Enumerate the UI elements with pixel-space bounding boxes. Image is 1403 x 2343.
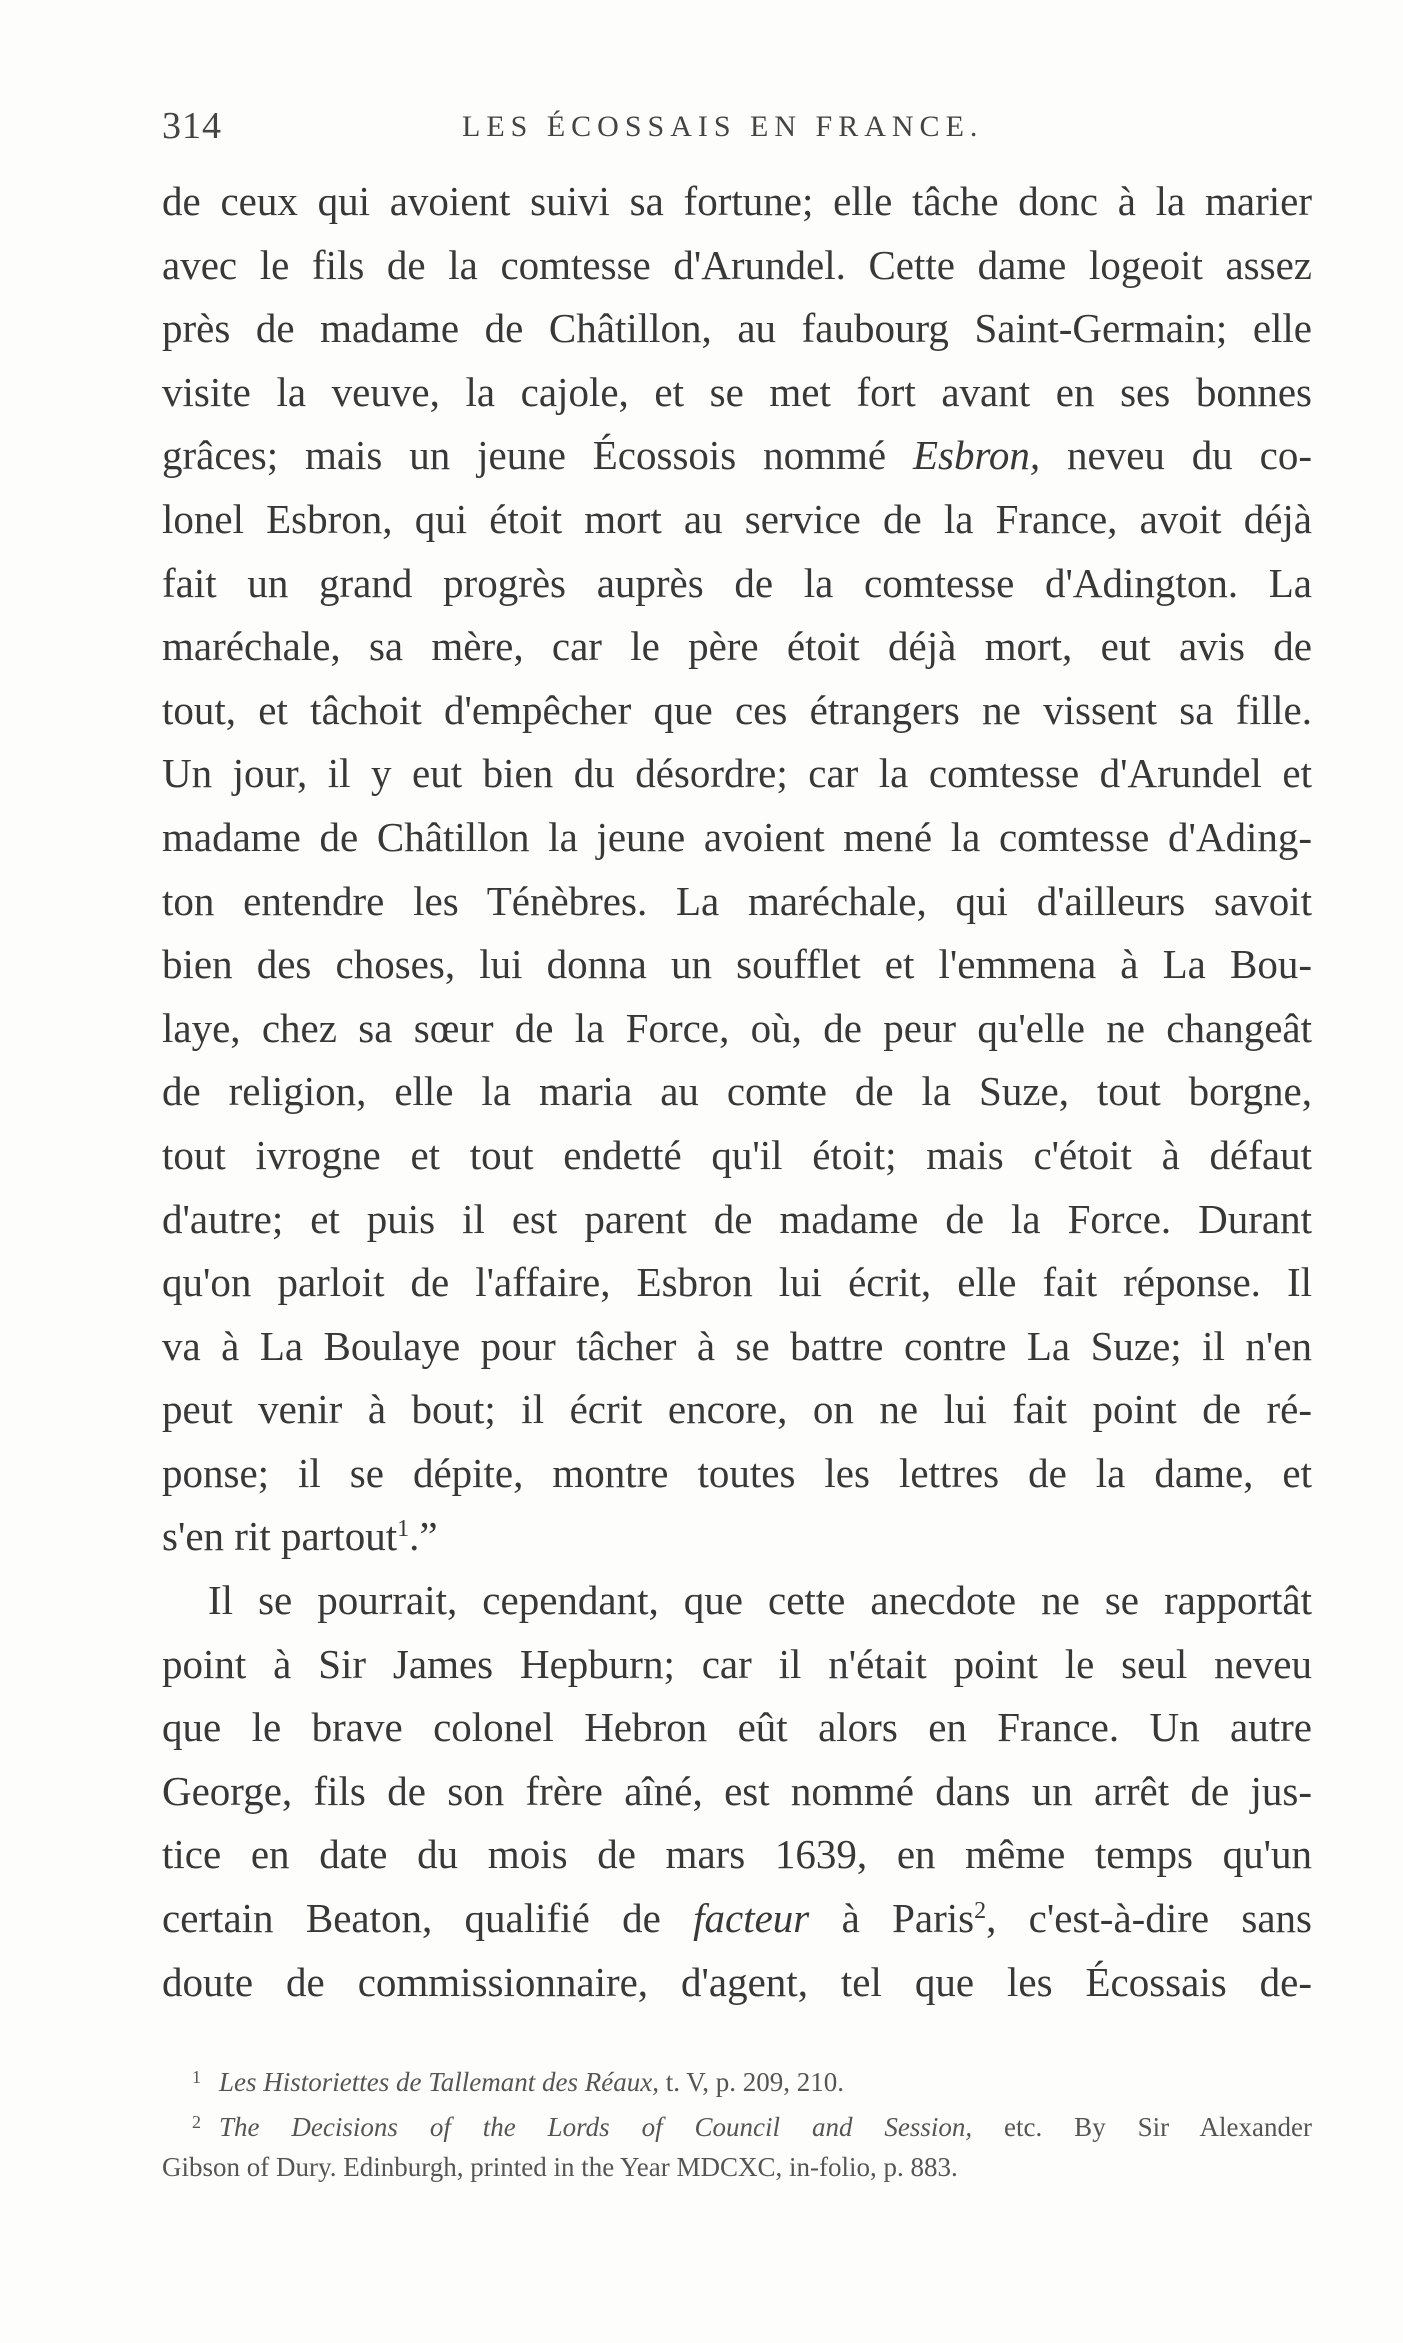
text-line: bien des choses, lui donna un soufflet et l'emmena à La Bou- [162, 941, 1312, 988]
text-segment: à Paris [809, 1895, 975, 1942]
text-segment: neveu du co- [1040, 432, 1313, 479]
text-line: point à Sir James Hepburn; car il n'était point le seul neveu [162, 1640, 1312, 1687]
text-line: doute de commissionnaire, d'agent, tel que les Écossais de- [162, 1958, 1312, 2005]
text-line: tout ivrogne et tout endetté qu'il étoit; mais c'étoit à défaut [162, 1131, 1312, 1178]
footnote-2 [162, 2102, 1312, 2147]
italic-name-esbron: Esbron, [912, 432, 1041, 479]
text-line: près de madame de Châtillon, au faubourg Saint-Germain; elle [162, 305, 1312, 352]
text-segment: , c'est-à-dire sans [986, 1895, 1312, 1942]
italic-word-facteur: facteur [693, 1895, 810, 1942]
footnote-text: t. V, p. 209, 210. [658, 2067, 845, 2097]
footnotes [162, 2057, 1312, 2187]
text-line: lonel Esbron, qui étoit mort au service de la France, avoit déjà [162, 495, 1312, 542]
text-line [162, 424, 1312, 488]
text-line: avec le fils de la comtesse d'Arundel. Cette dame logeoit assez [162, 241, 1312, 288]
text-segment: s'en rit partout [162, 1513, 398, 1560]
text-line: de religion, elle la maria au comte de la Suze, tout borgne, [162, 1068, 1312, 1115]
footnote-1 [162, 2057, 1312, 2102]
text-line: va à La Boulaye pour tâcher à se battre contre La Suze; il n'en [162, 1322, 1312, 1369]
running-head [162, 104, 1312, 152]
text-line: tice en date du mois de mars 1639, en même temps qu'un [162, 1831, 1312, 1878]
text-line: que le brave colonel Hebron eût alors en France. Un autre [162, 1704, 1312, 1751]
footnote-marker: 2 [192, 2112, 201, 2132]
text-line [162, 1505, 1312, 1569]
text-line: fait un grand progrès auprès de la comtesse d'Adington. La [162, 559, 1312, 606]
text-line: peut venir à bout; il écrit encore, on ne lui fait point de ré- [162, 1386, 1312, 1433]
text-line [162, 1887, 1312, 1951]
running-title: LES ÉCOSSAIS EN FRANCE. [462, 110, 984, 143]
text-line: tout, et tâchoit d'empêcher que ces étrangers ne vissent sa fille. [162, 686, 1312, 733]
text-line: ton entendre les Ténèbres. La maréchale, qui d'ailleurs savoit [162, 877, 1312, 924]
text-line: George, fils de son frère aîné, est nommé dans un arrêt de jus- [162, 1767, 1312, 1814]
text-segment: grâces; mais un jeune Écossois nommé [162, 432, 913, 479]
footnote-reference: 1 [397, 1516, 410, 1543]
footnote-source-title: The Decisions of the Lords of Council and Session, [219, 2112, 973, 2142]
text-line: Il se pourrait, cependant, que cette anecdote ne se rapportât [208, 1577, 1312, 1624]
footnote-marker: 1 [192, 2067, 201, 2087]
text-line: qu'on parloit de l'affaire, Esbron lui écrit, elle fait réponse. Il [162, 1259, 1312, 1306]
footnote-source-title: Les Historiettes de Tallemant des Réaux, [219, 2067, 659, 2097]
text-line: Un jour, il y eut bien du désordre; car la comtesse d'Arundel et [162, 750, 1312, 797]
text-line: maréchale, sa mère, car le père étoit déjà mort, eut avis de [162, 623, 1312, 670]
text-line: de ceux qui avoient suivi sa fortune; elle tâche donc à la marier [162, 178, 1312, 224]
text-line: laye, chez sa sœur de la Force, où, de peur qu'elle ne changeât [162, 1004, 1312, 1051]
text-segment: certain Beaton, qualifié de [162, 1895, 694, 1942]
text-segment: .” [409, 1513, 438, 1560]
footnote-reference: 2 [974, 1898, 987, 1925]
footnote-text: etc. By Sir Alexander [972, 2112, 1312, 2142]
text-line: d'autre; et puis il est parent de madame de la Force. Durant [162, 1195, 1312, 1242]
text-line: ponse; il se dépite, montre toutes les lettres de la dame, et [162, 1449, 1312, 1496]
page-number: 314 [162, 105, 222, 147]
text-line: madame de Châtillon la jeune avoient mené la comtesse d'Ading- [162, 813, 1312, 860]
body-text [162, 170, 1312, 2014]
text-line: visite la veuve, la cajole, et se met fort avant en ses bonnes [162, 368, 1312, 415]
footnote-2-continuation: Gibson of Dury. Edinburgh, printed in the Year MDCXC, in-folio, p. 883. [162, 2152, 958, 2182]
